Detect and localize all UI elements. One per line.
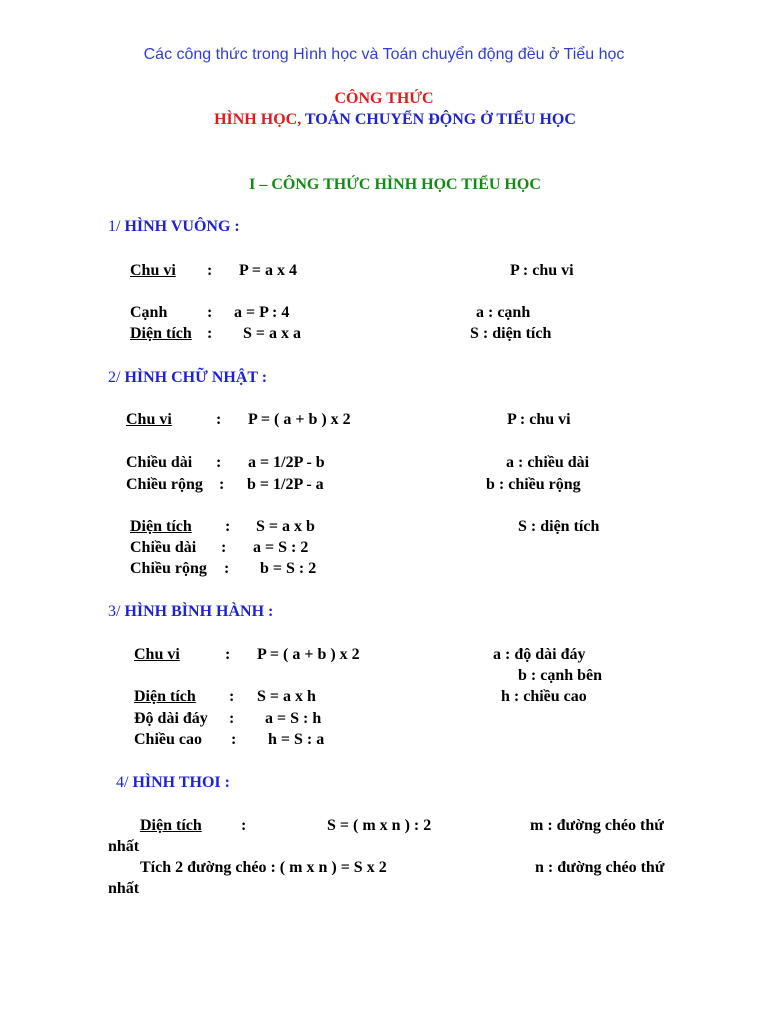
- subsection-number: 4/: [116, 774, 133, 791]
- formula-note: m : đường chéo thứ: [530, 817, 664, 834]
- formula-expression: P = ( a + b ) x 2: [257, 646, 360, 663]
- formula-expression: b = 1/2P - a: [247, 476, 324, 493]
- formula-expression: h = S : a: [268, 731, 325, 748]
- formula-colon: :: [207, 325, 213, 342]
- formula-label: Chu vi: [130, 262, 176, 279]
- formula-colon: :: [219, 476, 225, 493]
- formula-expression: a = P : 4: [234, 304, 290, 321]
- formula-note: P : chu vi: [510, 262, 574, 279]
- formula-label: Chiều rộng: [126, 476, 203, 493]
- document-title: Các công thức trong Hình học và Toán chuyển động đều ở Tiểu học: [143, 46, 625, 63]
- formula-note: S : diện tích: [518, 518, 600, 535]
- formula-note: a : cạnh: [476, 304, 531, 321]
- formula-colon: :: [225, 646, 231, 663]
- formula-colon: :: [231, 731, 237, 748]
- formula-note: b : cạnh bên: [518, 667, 603, 684]
- formula-label: Chiều cao: [134, 731, 202, 748]
- formula-note-wrap: nhất: [108, 880, 140, 897]
- formula-expression: b = S : 2: [260, 560, 317, 577]
- heading-geometry: HÌNH HỌC,: [214, 111, 302, 128]
- formula-note: a : chiều dài: [506, 454, 590, 471]
- formula-label: Diện tích: [134, 688, 196, 705]
- formula-note: n : đường chéo thứ: [535, 859, 665, 876]
- formula-expression: a = S : 2: [253, 539, 309, 556]
- formula-label: Chiều dài: [130, 539, 197, 556]
- formula-colon: :: [216, 454, 222, 471]
- subsection-rhombus-title: [116, 774, 230, 792]
- formula-note-wrap: nhất: [108, 838, 140, 855]
- formula-colon: :: [229, 688, 235, 705]
- formula-note: P : chu vi: [507, 411, 571, 428]
- formula-colon: :: [229, 710, 235, 727]
- formula-label: Diện tích: [140, 817, 202, 834]
- formula-expression: S = a x h: [257, 688, 316, 705]
- formula-colon: :: [221, 539, 227, 556]
- subsection-rectangle-title: [108, 369, 267, 387]
- formula-expression: a = 1/2P - b: [248, 454, 325, 471]
- formula-note: b : chiều rộng: [486, 476, 581, 493]
- formula-label: Chu vi: [134, 646, 180, 663]
- subsection-number: 2/: [108, 369, 125, 386]
- formula-expression: a = S : h: [265, 710, 322, 727]
- formula-label: Chiều dài: [126, 454, 193, 471]
- subsection-title: HÌNH CHỮ NHẬT :: [124, 369, 268, 386]
- formula-label: Chiều rộng: [130, 560, 207, 577]
- main-heading-line2: [0, 111, 768, 129]
- section-heading-geometry: I – CÔNG THỨC HÌNH HỌC TIỂU HỌC: [249, 176, 541, 193]
- subsection-title: HÌNH VUÔNG :: [124, 218, 240, 235]
- subsection-number: 3/: [108, 603, 125, 620]
- formula-note: a : độ dài đáy: [493, 646, 586, 663]
- formula-expression: S = ( m x n ) : 2: [327, 817, 432, 834]
- main-heading-line1: CÔNG THỨC: [334, 90, 434, 107]
- formula-label: Diện tích: [130, 518, 192, 535]
- formula-colon: :: [225, 518, 231, 535]
- formula-expression: P = ( a + b ) x 2: [248, 411, 351, 428]
- subsection-number: 1/: [108, 218, 125, 235]
- formula-colon: :: [207, 304, 213, 321]
- formula-note: S : diện tích: [470, 325, 552, 342]
- formula-label: Diện tích: [130, 325, 192, 342]
- formula-colon: :: [207, 262, 213, 279]
- subsection-title: HÌNH BÌNH HÀNH :: [124, 603, 274, 620]
- heading-motion: TOÁN CHUYỂN ĐỘNG Ở TIỂU HỌC: [301, 111, 576, 128]
- formula-colon: :: [241, 817, 247, 834]
- formula-label: Chu vi: [126, 411, 172, 428]
- formula-note: h : chiều cao: [501, 688, 587, 705]
- formula-label: Cạnh: [130, 304, 168, 321]
- formula-colon: :: [216, 411, 222, 428]
- formula-colon: :: [224, 560, 230, 577]
- formula-expression: Tích 2 đường chéo : ( m x n ) = S x 2: [140, 859, 387, 876]
- formula-label: Độ dài đáy: [134, 710, 208, 727]
- subsection-parallelogram-title: [108, 603, 273, 621]
- subsection-square-title: [108, 218, 240, 236]
- formula-expression: S = a x b: [256, 518, 315, 535]
- subsection-title: HÌNH THOI :: [132, 774, 230, 791]
- formula-expression: S = a x a: [243, 325, 302, 342]
- formula-expression: P = a x 4: [239, 262, 298, 279]
